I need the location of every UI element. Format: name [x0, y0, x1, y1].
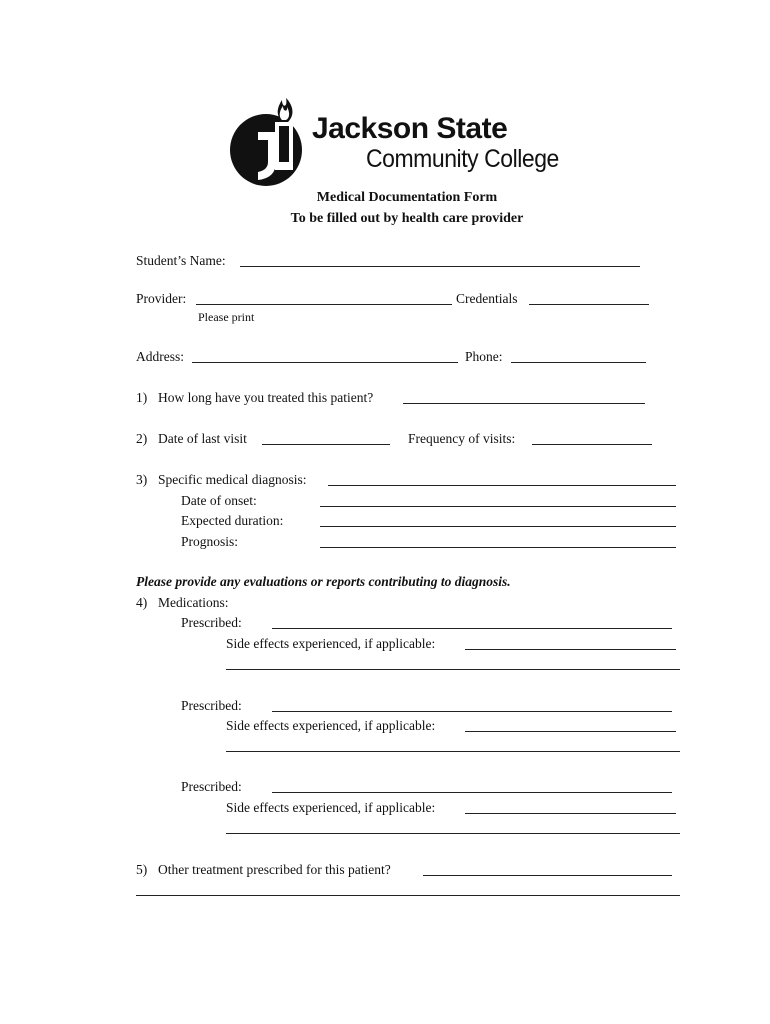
- frequency-field[interactable]: [532, 444, 652, 445]
- other-treatment-field[interactable]: [423, 875, 672, 876]
- college-logo: [228, 92, 558, 190]
- address-field[interactable]: [192, 362, 458, 363]
- phone-field[interactable]: [511, 362, 646, 363]
- phone-label: Phone:: [465, 349, 503, 364]
- q4-label: Medications:: [158, 595, 229, 610]
- prescribed-label: Prescribed:: [181, 698, 242, 713]
- q5-label: Other treatment prescribed for this patient?: [158, 862, 391, 877]
- onset-label: Date of onset:: [181, 493, 257, 508]
- q1-number: 1): [136, 390, 148, 405]
- logo-line1: Jackson State: [312, 112, 508, 145]
- side-effects-label: Side effects experienced, if applicable:: [226, 636, 436, 651]
- provider-field[interactable]: [196, 304, 452, 305]
- side-effects-field-3[interactable]: [465, 813, 676, 814]
- last-visit-field[interactable]: [262, 444, 390, 445]
- evaluations-note: Please provide any evaluations or reports contributing to diagnosis.: [136, 574, 511, 589]
- q3-label: Specific medical diagnosis:: [158, 472, 307, 487]
- provider-label: Provider:: [136, 291, 187, 306]
- side-effects-label: Side effects experienced, if applicable:: [226, 800, 436, 815]
- prescribed-field-1[interactable]: [272, 628, 672, 629]
- prognosis-label: Prognosis:: [181, 534, 239, 549]
- address-label: Address:: [136, 349, 184, 364]
- other-treatment-extra-line[interactable]: [136, 895, 680, 896]
- credentials-field[interactable]: [529, 304, 649, 305]
- form-title: Medical Documentation Form: [316, 190, 498, 205]
- side-effects-field-1[interactable]: [465, 649, 676, 650]
- student-name-field[interactable]: [240, 266, 640, 267]
- student-name-label: Student’s Name:: [136, 253, 226, 268]
- side-effects-extra-line-3[interactable]: [226, 833, 680, 834]
- credentials-label: Credentials: [456, 291, 518, 306]
- q1-label: How long have you treated this patient?: [158, 390, 374, 405]
- q1-field[interactable]: [403, 403, 645, 404]
- prescribed-field-2[interactable]: [272, 711, 672, 712]
- q3-number: 3): [136, 472, 148, 487]
- logo-line2: Community College: [366, 145, 559, 173]
- side-effects-extra-line-1[interactable]: [226, 669, 680, 670]
- q2-number: 2): [136, 431, 148, 446]
- please-print-hint: Please print: [198, 310, 255, 324]
- q4-number: 4): [136, 595, 148, 610]
- side-effects-label: Side effects experienced, if applicable:: [226, 718, 436, 733]
- prescribed-label: Prescribed:: [181, 779, 242, 794]
- onset-field[interactable]: [320, 506, 676, 507]
- torch-logo-icon: [228, 92, 306, 188]
- prescribed-field-3[interactable]: [272, 792, 672, 793]
- prognosis-field[interactable]: [320, 547, 676, 548]
- prescribed-label: Prescribed:: [181, 615, 242, 630]
- form-subtitle: To be filled out by health care provider: [290, 211, 524, 226]
- duration-label: Expected duration:: [181, 513, 284, 528]
- q5-number: 5): [136, 862, 148, 877]
- duration-field[interactable]: [320, 526, 676, 527]
- diagnosis-field[interactable]: [328, 485, 676, 486]
- side-effects-extra-line-2[interactable]: [226, 751, 680, 752]
- q2-label: Date of last visit: [158, 431, 247, 446]
- side-effects-field-2[interactable]: [465, 731, 676, 732]
- frequency-label: Frequency of visits:: [408, 431, 516, 446]
